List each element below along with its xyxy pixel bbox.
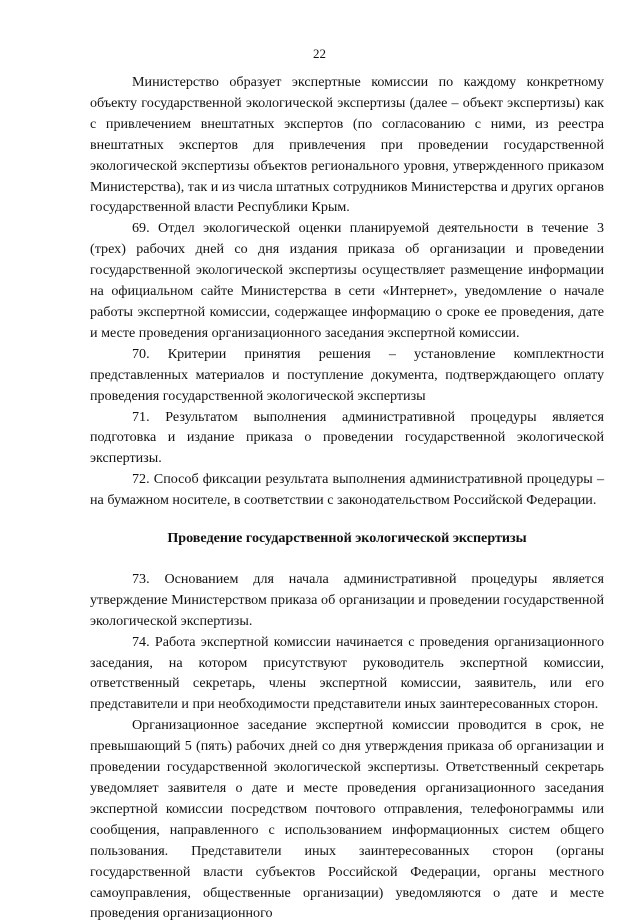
paragraph-69: 69. Отдел экологической оценки планируемой деятельности в течение 3 (трех) рабочих дней со дня издания приказа об организации и проведении государственной экологической экспертизы осуществляет размещение информации на официальном сайте Министерства в сети «Интернет», уведомление о начале работы экспертной комиссии, содержащее информацию о сроке ее проведения, дате и месте проведения организационного заседания экспертной комиссии. xyxy=(90,220,604,341)
section-heading: Проведение государственной экологической экспертизы xyxy=(167,530,527,547)
paragraph-72: 72. Способ фиксации результата выполнения административной процедуры – на бумажном носителе, в соответствии с законодательством Российской Федерации. xyxy=(90,471,604,509)
paragraph-74: 74. Работа экспертной комиссии начинается с проведения организационного заседания, на котором присутствуют руководитель экспертной комиссии, ответственный секретарь, члены экспертной комиссии, заявитель, или его представители и при необходимости представители иных заинтересованных сторон. xyxy=(90,633,604,713)
paragraph-71: 71. Результатом выполнения административной процедуры является подготовка и издание приказа о проведении государственной экологической экспертизы. xyxy=(90,408,604,467)
page-number: 22 xyxy=(313,46,326,61)
document-body xyxy=(90,72,604,924)
paragraph-73: 73. Основанием для начала административной процедуры является утверждение Министерством приказа об организации и проведении государственной экологической экспертизы. xyxy=(90,570,604,629)
paragraph-70: 70. Критерии принятия решения – установление комплектности представленных материалов и поступление документа, подтверждающего оплату проведения государственной экологической экспертизы xyxy=(90,345,604,404)
paragraph-intro: Министерство образует экспертные комиссии по каждому конкретному объекту государственной экологической экспертизы (далее – объект экспертизы) как с привлечением внештатных экспертов (по согласованию с ними, из реестра внештатных экспертов для привлечения при проведении государственной экологической экспертизы объектов регионального уровня, утвержденного приказом Министерства), так и из числа штатных сотрудников Министерства и других органов государственной власти Республики Крым. xyxy=(90,74,604,216)
paragraph-organizational-meeting: Организационное заседание экспертной комиссии проводится в срок, не превышающий 5 (пять) рабочих дней со дня утверждения приказа об организации и проведении государственной экологической экспертизы. Ответственный секретарь уведомляет заявителя о дате и месте проведения организационного заседания экспертной комиссии посредством почтового отправления, телефонограммы или сообщения, направленного с использованием информационных систем общего пользования. Представители иных заинтересованных сторон (органы государственной власти субъектов Российской Федерации, органы местного самоуправления, общественные организации) уведомляются о дате и месте проведения организационного xyxy=(90,717,604,922)
